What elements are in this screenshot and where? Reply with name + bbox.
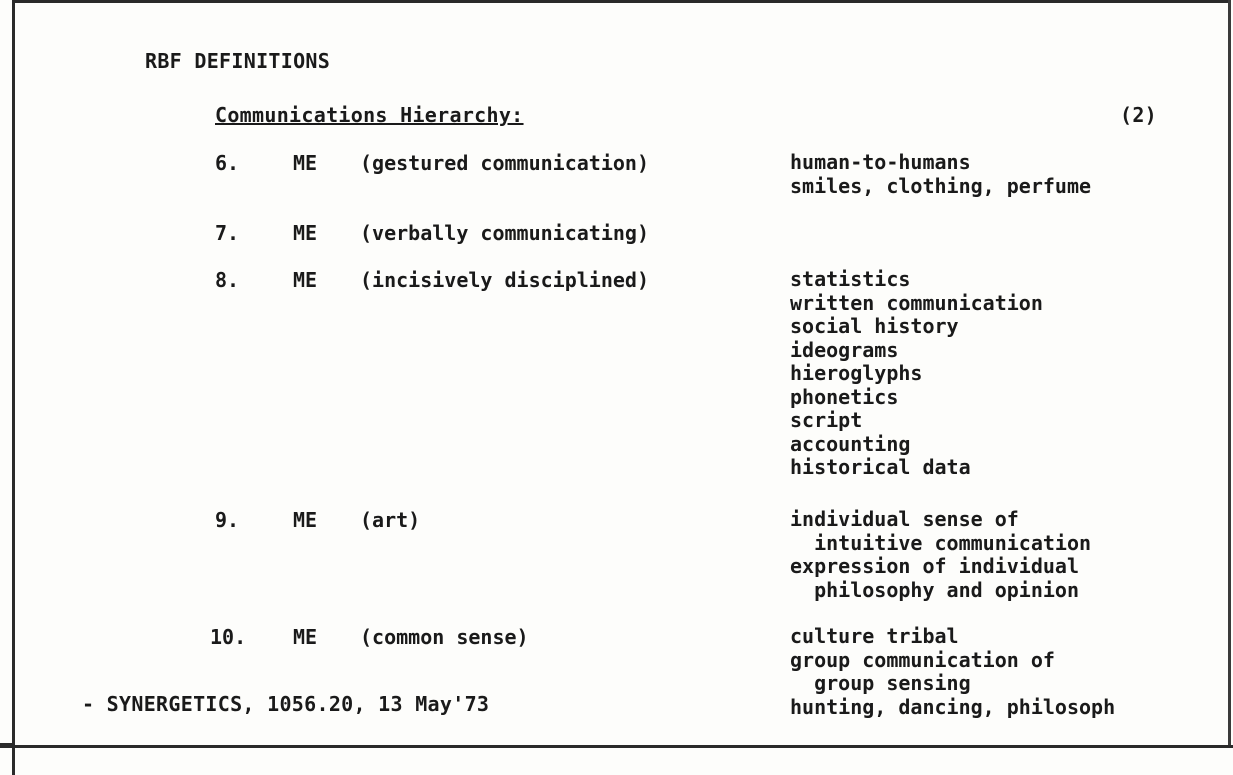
- entry-notes: [790, 268, 1043, 480]
- note-line: culture tribal: [790, 624, 959, 648]
- entry-notes: [790, 625, 1115, 719]
- entry-description: (incisively disciplined): [360, 268, 649, 292]
- card-border-bottom: [0, 745, 1233, 748]
- entry-number: 7.: [215, 221, 240, 245]
- note-line: accounting: [790, 431, 911, 456]
- entry-notes: [790, 508, 1091, 602]
- document-heading: RBF DEFINITIONS: [145, 49, 331, 73]
- note-line: ideograms: [790, 337, 899, 362]
- entry-number: 6.: [215, 151, 240, 175]
- note-line: group communication of: [790, 647, 1055, 672]
- note-line: smiles, clothing, perfume: [790, 173, 1092, 198]
- card-border-left: [12, 0, 15, 775]
- entry-notes: [790, 151, 1091, 198]
- entry-number: 10.: [210, 625, 247, 649]
- note-line: philosophy and opinion: [790, 577, 1079, 602]
- entry-label: ME: [293, 508, 318, 532]
- page-number: (2): [1120, 103, 1158, 127]
- note-line: script: [790, 408, 863, 432]
- entry-description: (verbally communicating): [360, 221, 649, 245]
- entry-label: ME: [293, 151, 318, 175]
- entry-number: 8.: [215, 268, 240, 292]
- entry-number: 9.: [215, 508, 240, 532]
- section-subheading: Communications Hierarchy:: [215, 103, 524, 127]
- note-line: social history: [790, 314, 959, 338]
- note-line: expression of individual: [790, 554, 1079, 578]
- note-line: written communication: [790, 290, 1043, 315]
- card-border-top: [12, 0, 1231, 3]
- card-border-right: [1228, 0, 1231, 748]
- entry-label: ME: [293, 625, 318, 649]
- note-line: statistics: [790, 267, 911, 291]
- source-citation: - SYNERGETICS, 1056.20, 13 May'73: [82, 692, 490, 716]
- entry-description: (common sense): [360, 625, 529, 649]
- note-line: human-to-humans: [790, 150, 971, 174]
- note-line: hieroglyphs: [790, 361, 923, 385]
- note-line: historical data: [790, 455, 971, 479]
- entry-description: (art): [360, 508, 421, 532]
- entry-label: ME: [293, 221, 318, 245]
- entry-description: (gestured communication): [360, 151, 649, 175]
- note-line: phonetics: [790, 384, 899, 409]
- note-line: intuitive communication: [790, 530, 1092, 555]
- note-line: group sensing: [790, 671, 971, 695]
- note-line: hunting, dancing, philosoph: [790, 694, 1116, 719]
- entry-label: ME: [293, 268, 318, 292]
- card-corner-tick: [0, 743, 14, 745]
- note-line: individual sense of: [790, 507, 1019, 531]
